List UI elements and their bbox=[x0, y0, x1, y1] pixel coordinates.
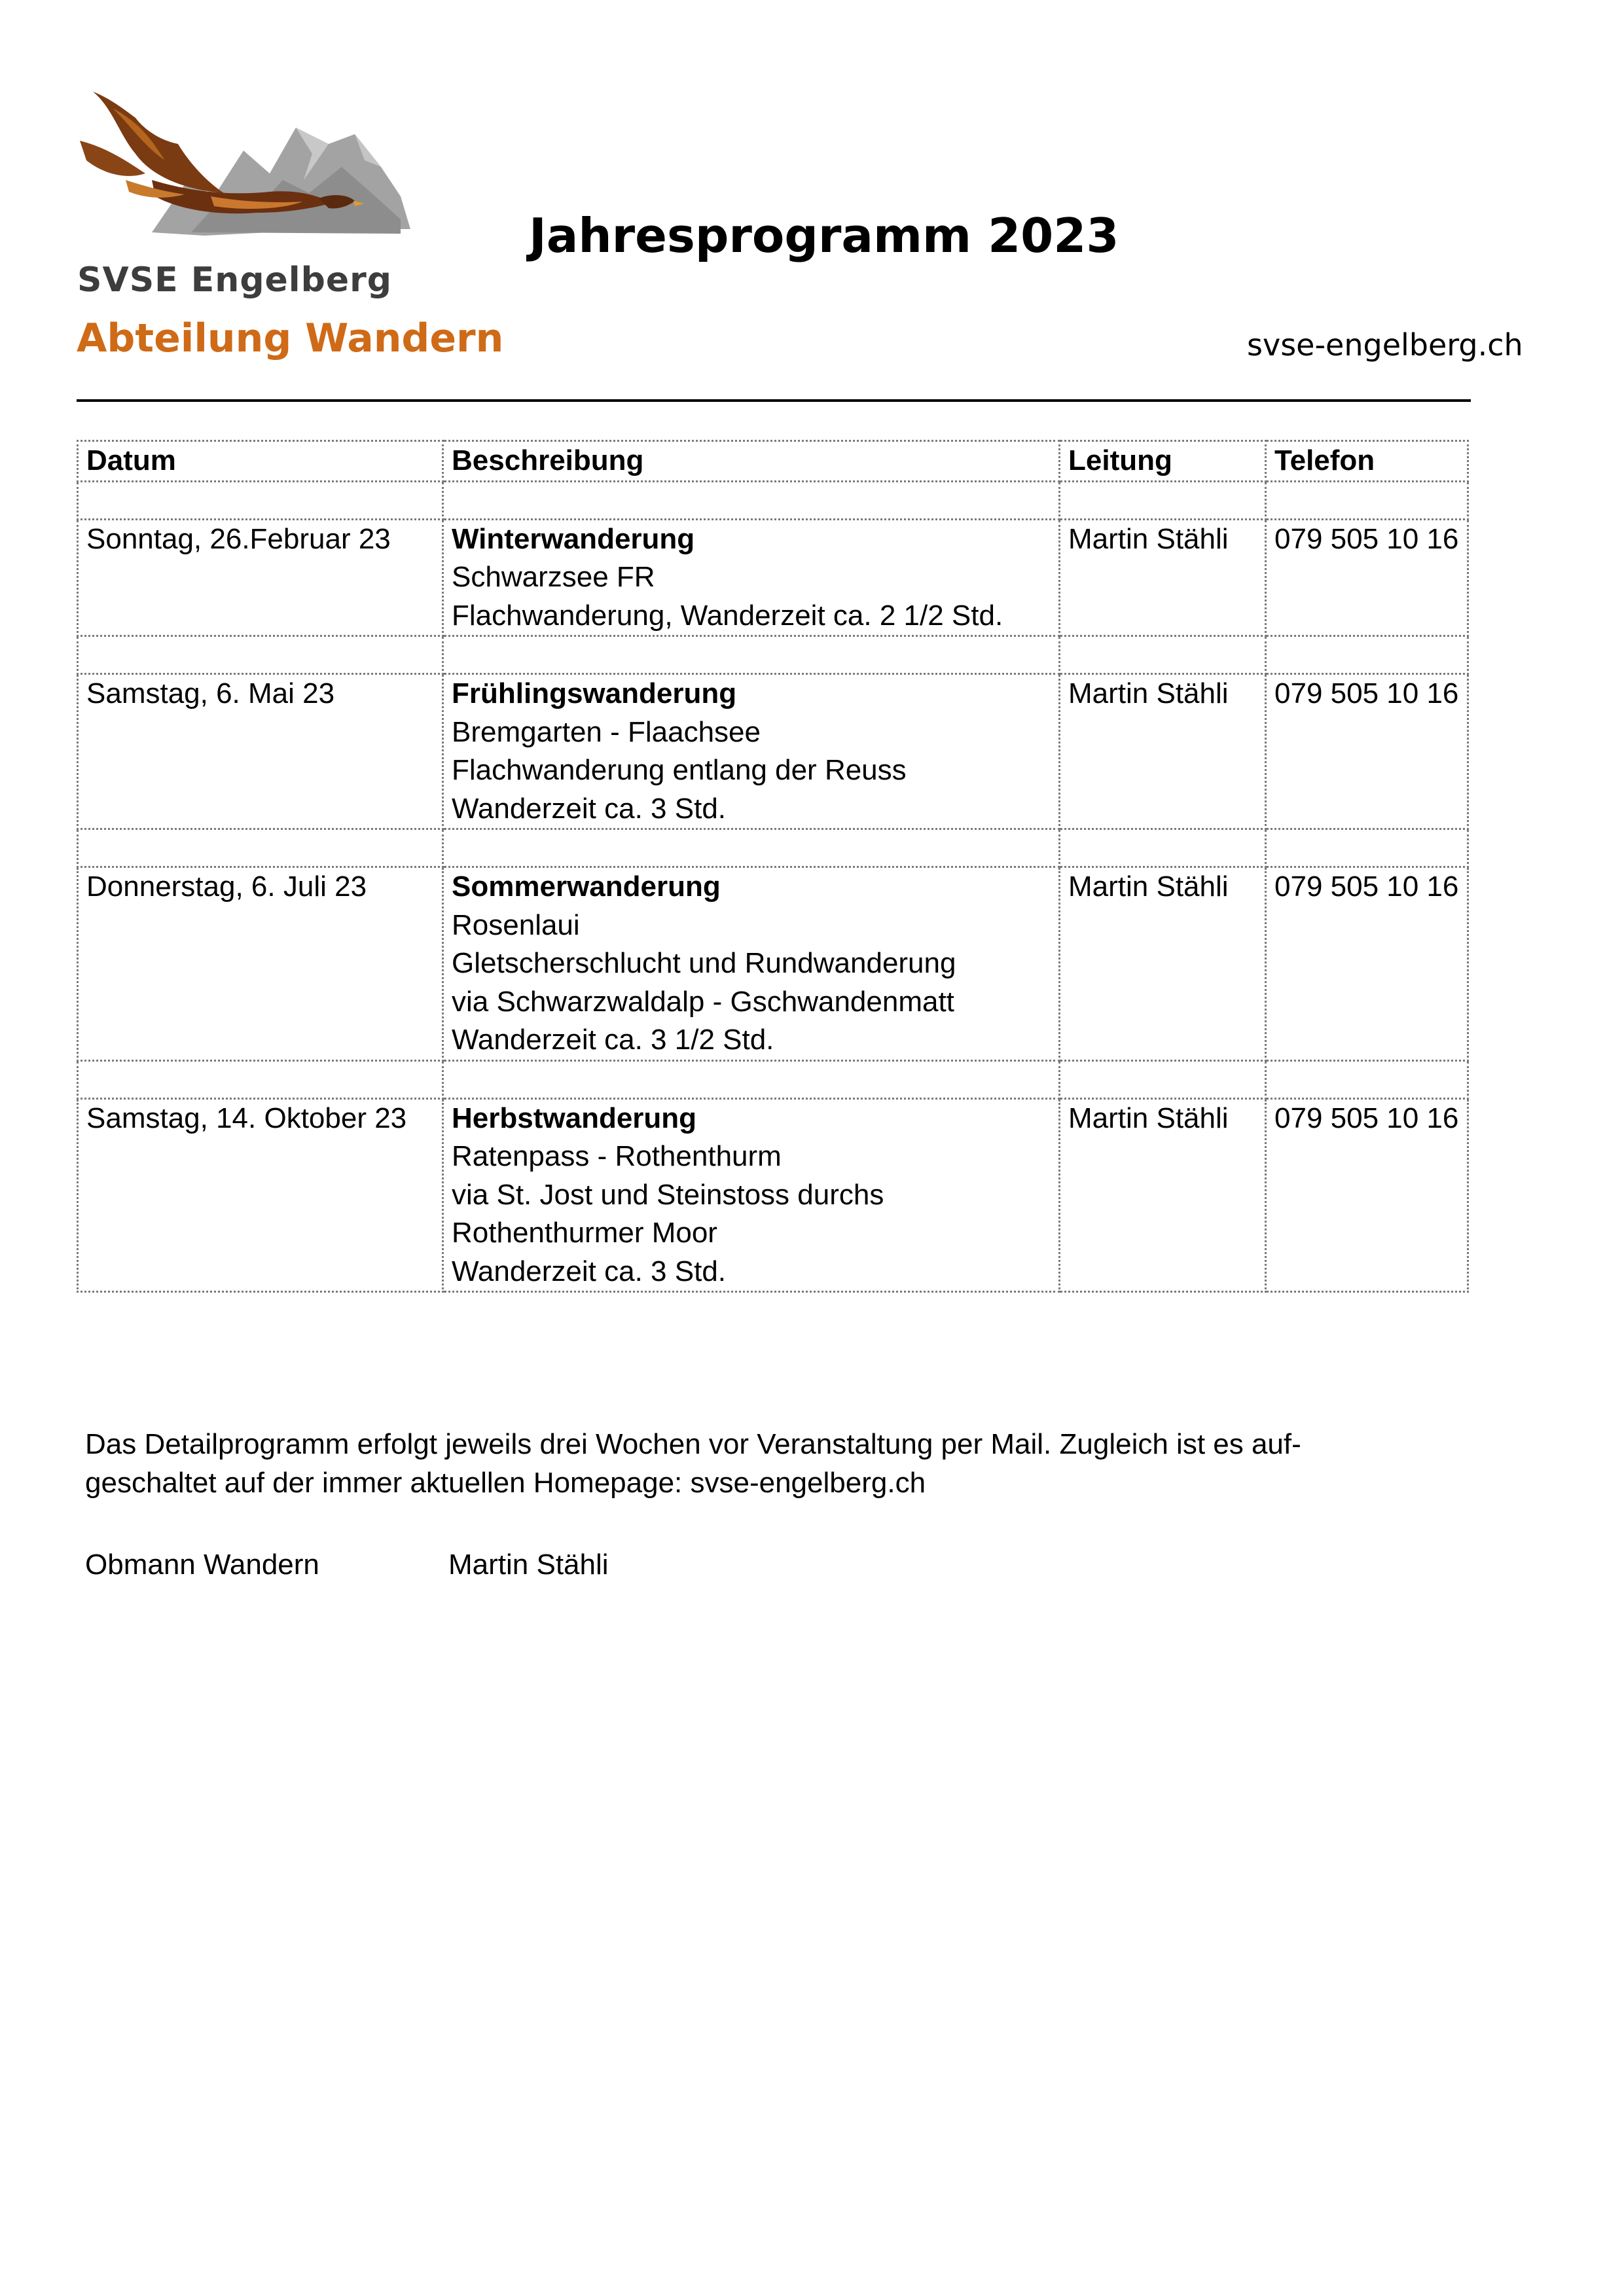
column-header-description: Beschreibung bbox=[443, 441, 1060, 482]
column-header-leader: Leitung bbox=[1060, 441, 1266, 482]
event-phone: 079 505 10 16 bbox=[1266, 674, 1468, 829]
event-detail: Rothenthurmer Moor bbox=[452, 1217, 717, 1249]
svse-logo bbox=[73, 82, 414, 252]
event-detail: Flachwanderung entlang der Reuss bbox=[452, 754, 907, 786]
column-header-phone: Telefon bbox=[1266, 441, 1468, 482]
table-header-row bbox=[78, 441, 1468, 482]
event-phone: 079 505 10 16 bbox=[1266, 867, 1468, 1061]
event-detail: Wanderzeit ca. 3 Std. bbox=[452, 1255, 727, 1287]
spacer-row bbox=[78, 829, 1468, 867]
event-title: Winterwanderung bbox=[452, 522, 695, 555]
event-leader: Martin Stähli bbox=[1060, 1098, 1266, 1292]
event-description bbox=[443, 674, 1060, 829]
table-row bbox=[78, 674, 1468, 829]
event-detail: Rosenlaui bbox=[452, 908, 580, 941]
event-date: Donnerstag, 6. Juli 23 bbox=[78, 867, 443, 1061]
page-title: Jahresprogramm 2023 bbox=[529, 208, 1119, 263]
spacer-row bbox=[78, 1060, 1468, 1098]
event-detail: Wanderzeit ca. 3 1/2 Std. bbox=[452, 1024, 774, 1056]
event-detail: Schwarzsee FR bbox=[452, 561, 655, 593]
event-detail: Gletscherschlucht und Rundwanderung bbox=[452, 947, 956, 979]
event-description bbox=[443, 1098, 1060, 1292]
event-title: Herbstwanderung bbox=[452, 1102, 697, 1134]
column-header-date: Datum bbox=[78, 441, 443, 482]
event-phone: 079 505 10 16 bbox=[1266, 1098, 1468, 1292]
event-detail: Wanderzeit ca. 3 Std. bbox=[452, 792, 727, 825]
table-row bbox=[78, 1098, 1468, 1292]
event-detail: Flachwanderung, Wanderzeit ca. 2 1/2 Std. bbox=[452, 599, 1003, 632]
footer-note-line: geschaltet auf der immer aktuellen Homepage: svse-engelberg.ch bbox=[85, 1466, 926, 1499]
table-row bbox=[78, 519, 1468, 636]
footer-note bbox=[85, 1426, 1394, 1502]
department-name: Abteilung Wandern bbox=[77, 315, 504, 361]
spacer-row bbox=[78, 636, 1468, 674]
eagle-mountain-icon bbox=[73, 82, 414, 252]
event-date: Samstag, 6. Mai 23 bbox=[78, 674, 443, 829]
spacer-row bbox=[78, 481, 1468, 519]
event-detail: via St. Jost und Steinstoss durchs bbox=[452, 1178, 884, 1211]
event-title: Sommerwanderung bbox=[452, 870, 721, 903]
event-description bbox=[443, 867, 1060, 1061]
event-leader: Martin Stähli bbox=[1060, 867, 1266, 1061]
event-title: Frühlingswanderung bbox=[452, 677, 737, 709]
table-row bbox=[78, 867, 1468, 1061]
event-description bbox=[443, 519, 1060, 636]
event-leader: Martin Stähli bbox=[1060, 519, 1266, 636]
footer-note-line: Das Detailprogramm erfolgt jeweils drei Wochen vor Veranstaltung per Mail. Zugleich ist es auf- bbox=[85, 1428, 1301, 1460]
event-detail: via Schwarzwaldalp - Gschwandenmatt bbox=[452, 985, 954, 1018]
signature-role: Obmann Wandern bbox=[85, 1549, 319, 1581]
signature-name: Martin Stähli bbox=[448, 1549, 609, 1581]
organization-name: SVSE Engelberg bbox=[77, 260, 392, 300]
program-table bbox=[77, 440, 1469, 1293]
event-detail: Bremgarten - Flaachsee bbox=[452, 715, 761, 748]
event-date: Sonntag, 26.Februar 23 bbox=[78, 519, 443, 636]
event-leader: Martin Stähli bbox=[1060, 674, 1266, 829]
header-divider bbox=[77, 399, 1471, 402]
event-detail: Ratenpass - Rothenthurm bbox=[452, 1140, 782, 1172]
event-phone: 079 505 10 16 bbox=[1266, 519, 1468, 636]
event-date: Samstag, 14. Oktober 23 bbox=[78, 1098, 443, 1292]
website-text: svse-engelberg.ch bbox=[1247, 327, 1523, 363]
